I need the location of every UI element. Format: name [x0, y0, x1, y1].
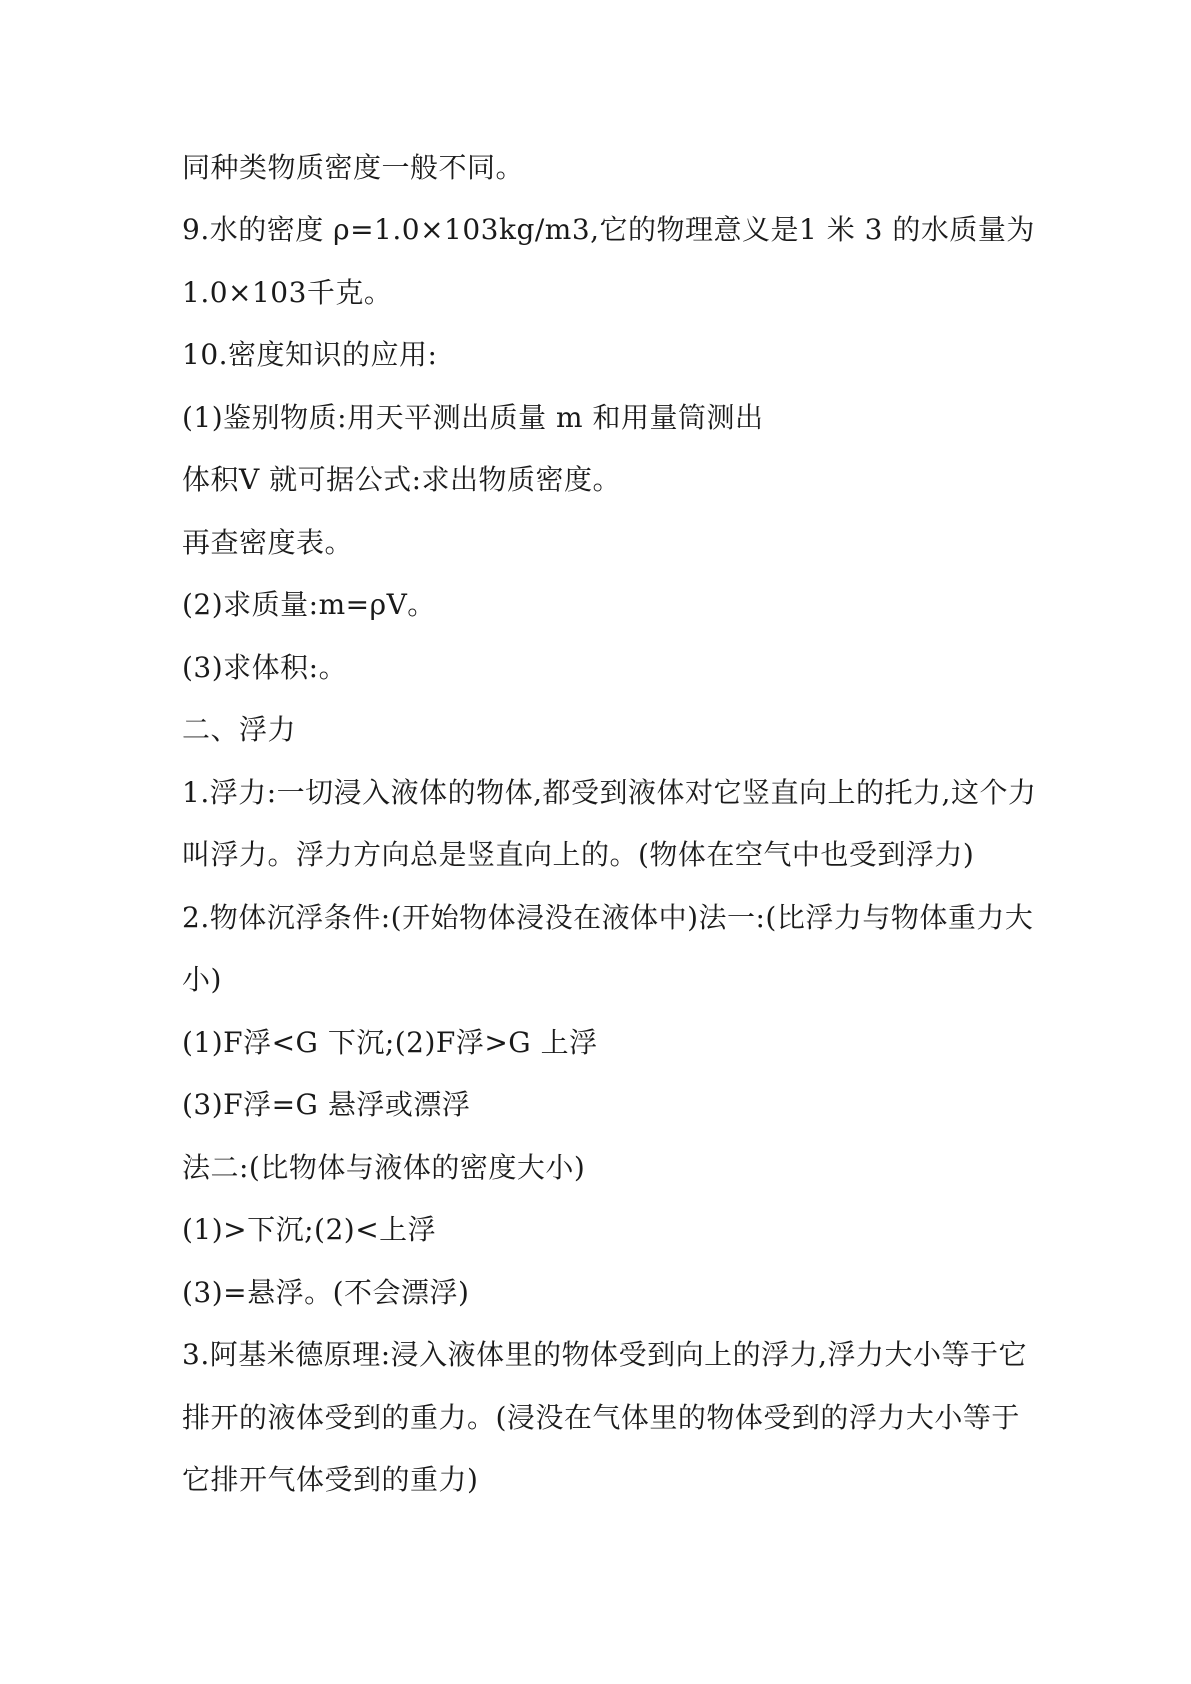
text-line: (3)=悬浮。(不会漂浮) [182, 1276, 470, 1309]
text-line: 1.0×103千克。 [182, 276, 393, 309]
text-line: 3.阿基米德原理:浸入液体里的物体受到向上的浮力,浮力大小等于它 [182, 1338, 1028, 1371]
text-line: 法二:(比物体与液体的密度大小) [182, 1151, 586, 1184]
text-line: 9.水的密度 ρ=1.0×103kg/m3,它的物理意义是1 米 3 的水质量为 [182, 213, 1035, 246]
text-line: 2.物体沉浮条件:(开始物体浸没在液体中)法一:(比浮力与物体重力大 [182, 901, 1034, 934]
text-line: (1)>下沉;(2)<上浮 [182, 1213, 437, 1246]
text-line: (3)求体积:。 [182, 651, 348, 684]
text-line: (3)F浮=G 悬浮或漂浮 [182, 1088, 471, 1121]
text-line: (1)F浮<G 下沉;(2)F浮>G 上浮 [182, 1026, 598, 1059]
text-line: 小) [182, 963, 222, 996]
text-line: 10.密度知识的应用: [182, 338, 438, 371]
text-line: 1.浮力:一切浸入液体的物体,都受到液体对它竖直向上的托力,这个力 [182, 776, 1037, 809]
text-line: 叫浮力。浮力方向总是竖直向上的。(物体在空气中也受到浮力) [182, 838, 975, 871]
text-line: 再查密度表。 [182, 526, 354, 559]
text-line: 同种类物质密度一般不同。 [182, 151, 525, 184]
text-line: 排开的液体受到的重力。(浸没在气体里的物体受到的浮力大小等于 [182, 1401, 1020, 1434]
text-line: 体积V 就可据公式:求出物质密度。 [182, 463, 622, 496]
text-line: (2)求质量:m=ρV。 [182, 588, 436, 621]
text-line: (1)鉴别物质:用天平测出质量 m 和用量筒测出 [182, 401, 764, 434]
section-heading: 二、浮力 [182, 713, 297, 746]
text-line: 它排开气体受到的重力) [182, 1463, 479, 1496]
